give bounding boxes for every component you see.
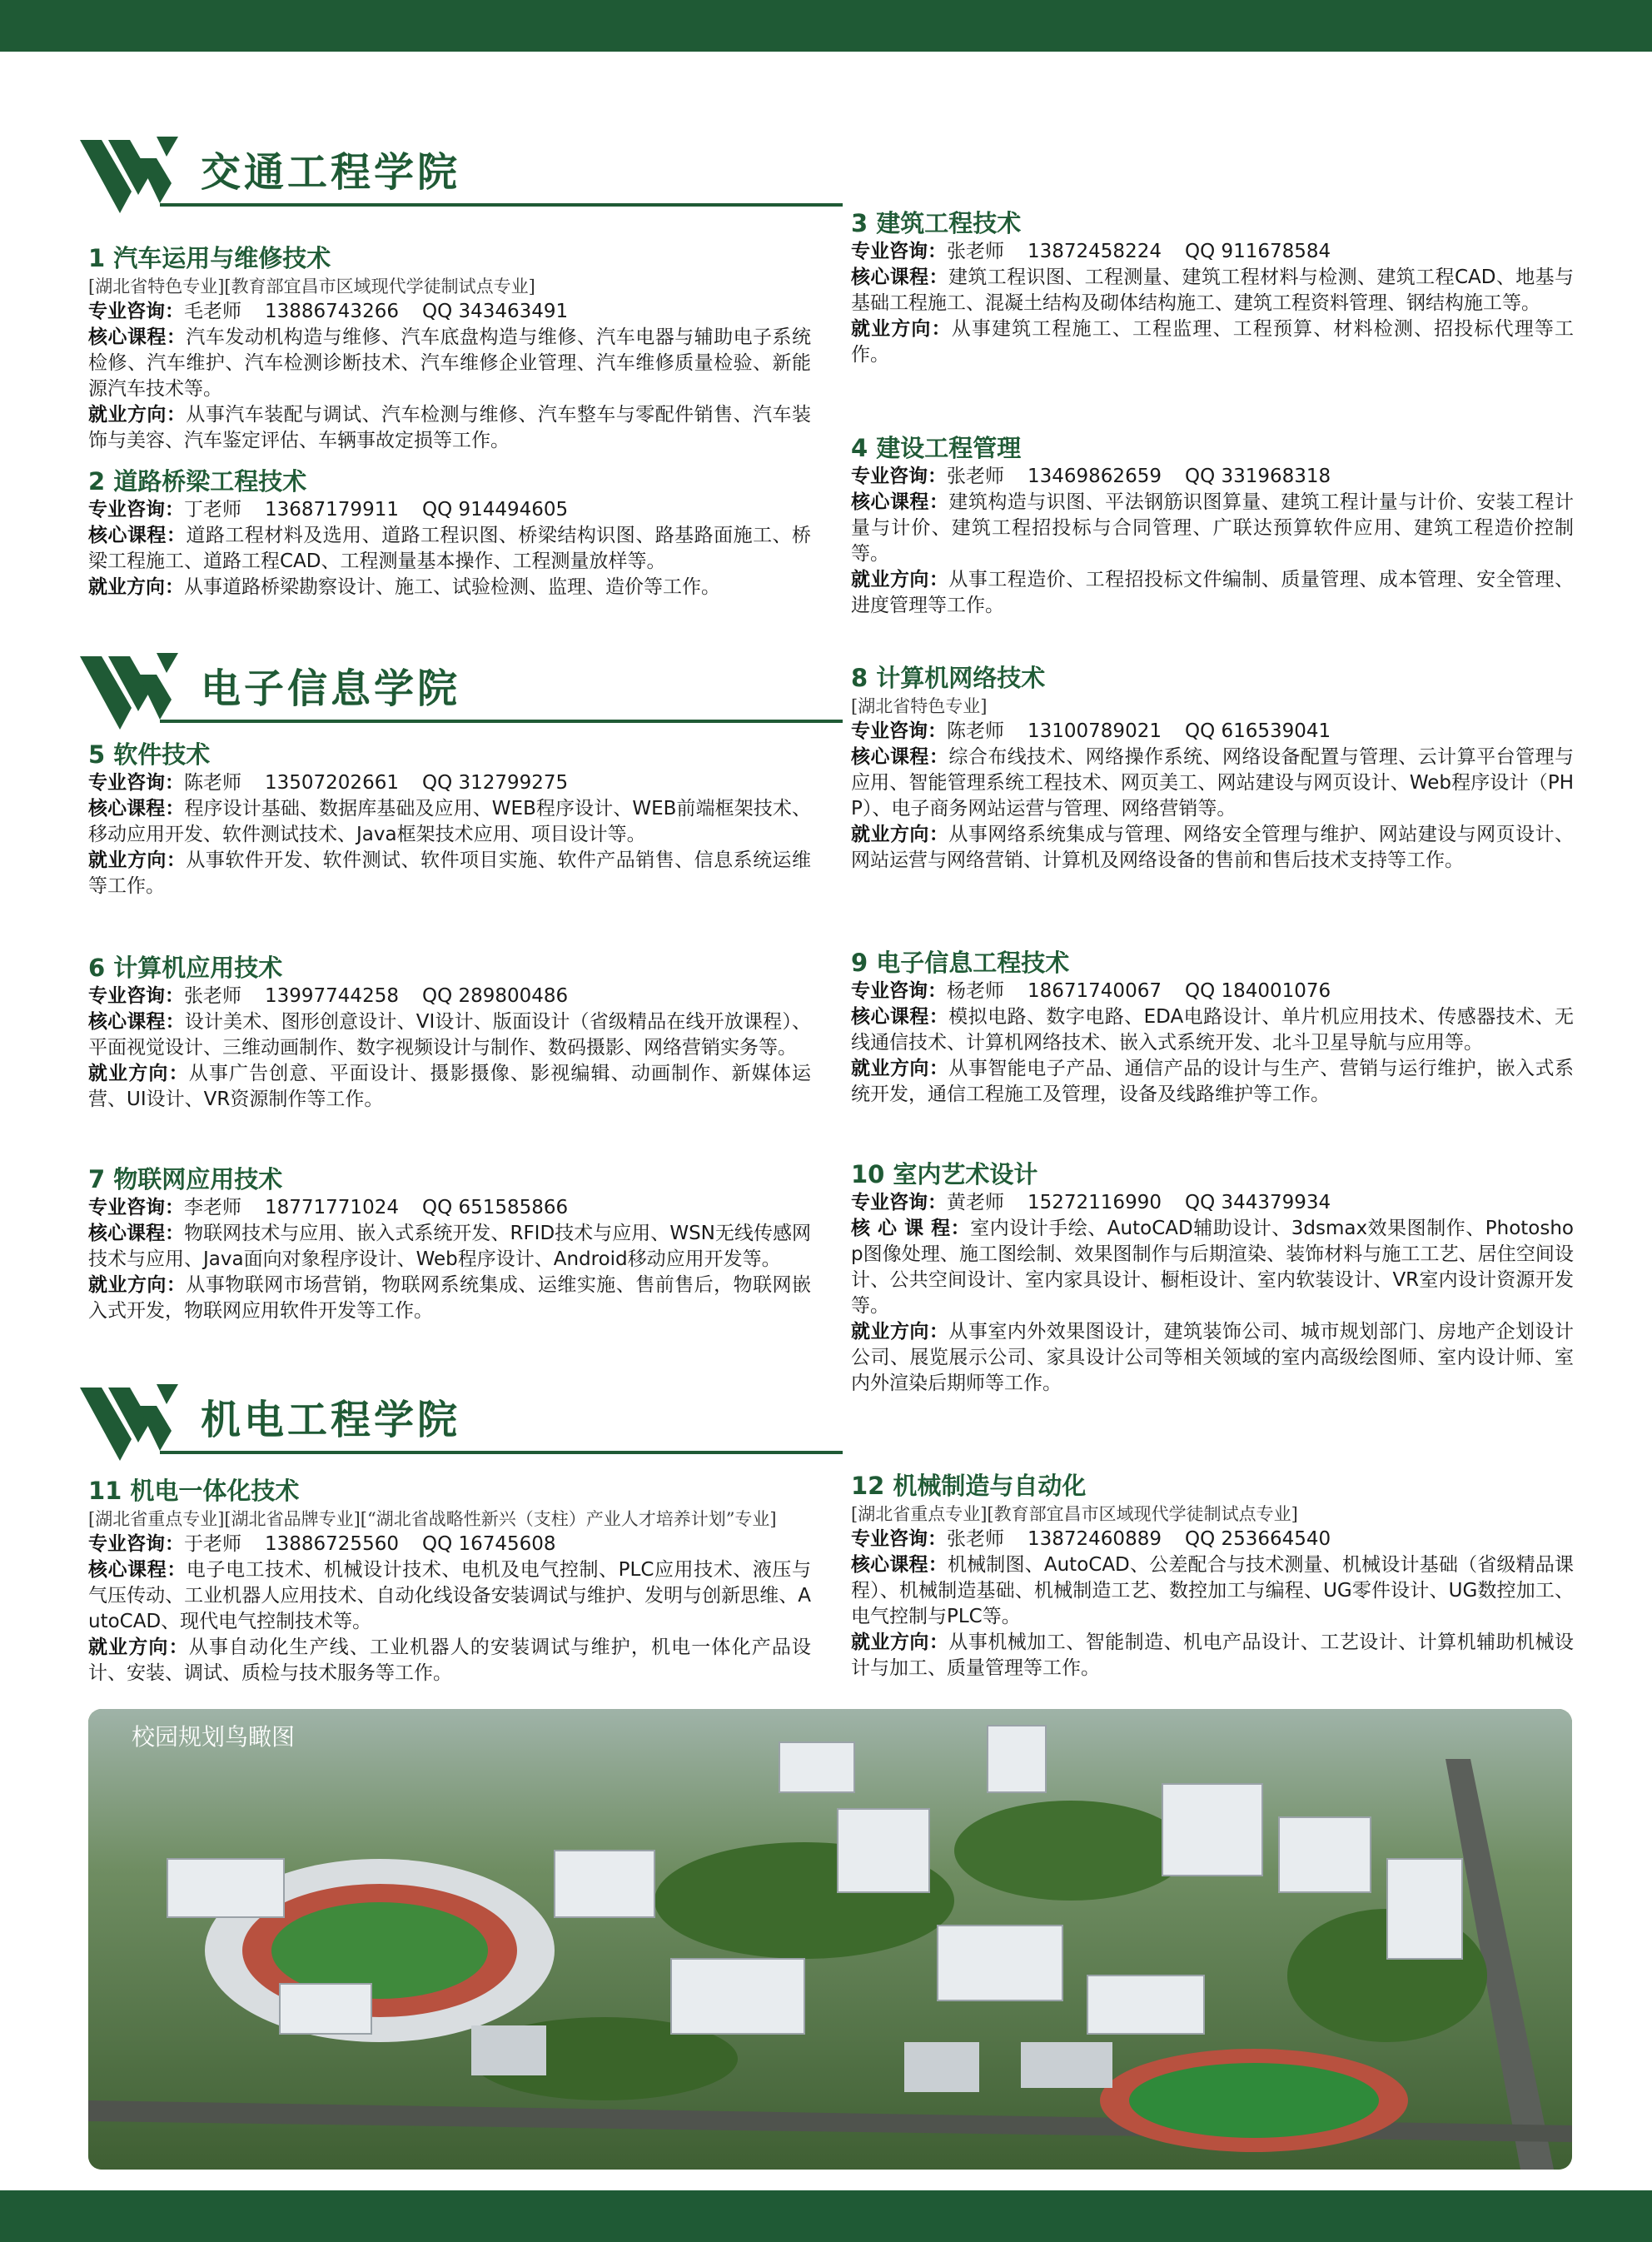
program-name: 机械制造与自动化 (893, 1472, 1087, 1500)
program-8 (851, 663, 1574, 874)
phone: 13872458224 (1028, 241, 1162, 262)
program-tags: [湖北省重点专业][湖北省品牌专业][“湖北省战略性新兴（支柱）产业人才培养计划”专业] (88, 1509, 777, 1529)
phone: 13687179911 (265, 499, 399, 521)
jobs-label: 就业方向： (851, 569, 949, 590)
program-number: 9 (851, 949, 868, 977)
courses-label: 核心课程： (851, 267, 948, 288)
divider (160, 203, 843, 207)
program-name: 室内艺术设计 (893, 1160, 1038, 1188)
program-name: 道路桥梁工程技术 (113, 467, 307, 496)
program-11 (88, 1476, 811, 1686)
courses-label: 核心课程： (851, 746, 949, 768)
program-tags: [湖北省特色专业][教育部宜昌市区域现代学徒制试点专业] (88, 277, 535, 296)
program-courses (851, 1216, 1574, 1319)
program-name: 物联网应用技术 (113, 1165, 283, 1193)
phone: 13100789021 (1028, 720, 1162, 742)
jobs-text: 从事室内外效果图设计，建筑装饰公司、城市规划部门、房地产企划设计公司、展览展示公司、家具设计公司等相关领域的室内高级绘图师、室内设计师、室内外渲染后期师等工作。 (851, 1321, 1575, 1394)
program-title (88, 1476, 811, 1506)
divider (160, 720, 843, 723)
program-courses (88, 1221, 811, 1273)
program-contact (88, 1195, 811, 1221)
courses-label: 核心课程： (88, 1011, 185, 1033)
program-jobs (851, 1319, 1574, 1397)
program-title (851, 208, 1574, 238)
campus-aerial-image (88, 1709, 1572, 2170)
program-courses (88, 1557, 811, 1635)
program-number: 5 (88, 740, 106, 769)
program-contact (851, 1527, 1574, 1552)
courses-text: 程序设计基础、数据库基础及应用、WEB程序设计、WEB前端框架技术、移动应用开发、软件测试技术、Java框架技术应用、项目设计等。 (88, 798, 812, 845)
program-contact (88, 497, 811, 523)
college-header-transport (80, 133, 846, 242)
jobs-text: 从事汽车装配与调试、汽车检测与维修、汽车整车与零配件销售、汽车装饰与美容、汽车鉴定评估、车辆事故定损等工作。 (88, 404, 812, 451)
courses-text: 建筑构造与识图、平法钢筋识图算量、建筑工程计量与计价、安装工程计量与计价、建筑工程招投标与合同管理、广联达预算软件应用、建筑工程造价控制等。 (851, 491, 1575, 565)
jobs-label: 就业方向： (851, 824, 949, 845)
courses-label: 核心课程： (88, 798, 185, 820)
courses-text: 道路工程材料及选用、道路工程识图、桥梁结构识图、路基路面施工、桥梁工程施工、道路工程CAD、工程测量基本操作、工程测量放样等。 (88, 525, 812, 572)
jobs-label: 就业方向： (88, 1274, 187, 1296)
program-number: 4 (851, 434, 868, 462)
jobs-text: 从事自动化生产线、工业机器人的安装调试与维护，机电一体化产品设计、安装、调试、质检与技术服务等工作。 (88, 1637, 812, 1684)
program-jobs (88, 402, 811, 454)
jobs-label: 就业方向： (88, 404, 187, 426)
campus-caption: 校园规划鸟瞰图 (132, 1723, 296, 1751)
jobs-text: 从事物联网市场营销，物联网系统集成、运维实施、售前售后，物联网嵌入式开发，物联网应用软件开发等工作。 (88, 1274, 812, 1322)
teacher: 张老师 (947, 466, 1004, 487)
program-courses (88, 523, 811, 575)
phone: 13886725560 (265, 1533, 399, 1555)
program-courses (88, 796, 811, 848)
program-1 (88, 243, 811, 454)
program-jobs (851, 316, 1574, 368)
jobs-label: 就业方向： (851, 1058, 949, 1079)
program-title (88, 740, 811, 770)
program-title (88, 243, 811, 273)
courses-text: 汽车发动机构造与维修、汽车底盘构造与维修、汽车电器与辅助电子系统检修、汽车维护、汽车检测诊断技术、汽车维修企业管理、汽车维修质量检验、新能源汽车技术等。 (88, 326, 812, 400)
divider (160, 1451, 843, 1454)
courses-label: 核心课程： (88, 326, 187, 348)
courses-text: 建筑工程识图、工程测量、建筑工程材料与检测、建筑工程CAD、地基与基础工程施工、混凝土结构及砌体结构施工、建筑工程资料管理、钢结构施工等。 (851, 267, 1574, 314)
contact-label: 专业咨询： (851, 1528, 947, 1550)
program-courses (851, 745, 1574, 822)
contact-label: 专业咨询： (851, 241, 947, 262)
program-title (851, 1471, 1574, 1501)
jobs-label: 就业方向： (88, 1063, 189, 1084)
program-10 (851, 1159, 1574, 1397)
courses-text: 模拟电路、数字电路、EDA电路设计、单片机应用技术、传感器技术、无线通信技术、计算机网络技术、嵌入式系统开发、北斗卫星导航与应用等。 (851, 1006, 1574, 1054)
program-contact (88, 984, 811, 1009)
program-contact (851, 719, 1574, 745)
program-name: 软件技术 (113, 740, 211, 769)
program-number: 12 (851, 1472, 885, 1500)
program-jobs (851, 1630, 1574, 1682)
courses-text: 综合布线技术、网络操作系统、网络设备配置与管理、云计算平台管理与应用、智能管理系统工程技术、网页美工、网站建设与网页设计、Web程序设计（PHP）、电子商务网站运营与管理、网络营销等。 (851, 746, 1575, 820)
program-7 (88, 1164, 811, 1324)
courses-text: 设计美术、图形创意设计、VI设计、版面设计（省级精品在线开放课程）、平面视觉设计、三维动画制作、数字视频设计与制作、数码摄影、网络营销实务等。 (88, 1011, 811, 1059)
qq: QQ 312799275 (421, 772, 569, 794)
jobs-label: 就业方向： (851, 1632, 949, 1653)
qq: QQ 16745608 (421, 1533, 556, 1555)
contact-label: 专业咨询： (88, 985, 184, 1007)
program-number: 10 (851, 1160, 885, 1188)
contact-label: 专业咨询： (851, 1192, 947, 1213)
program-number: 1 (88, 244, 106, 272)
program-12 (851, 1471, 1574, 1682)
courses-text: 室内设计手绘、AutoCAD辅助设计、3dsmax效果图制作、Photoshop图像处理、施工图绘制、效果图制作与后期渲染、装饰材料与施工工艺、居住空间设计、公共空间设计、室内家具设计、橱柜设计、室内软装设计、VR室内设计资源开发等。 (851, 1218, 1574, 1317)
jobs-label: 就业方向： (88, 576, 184, 598)
program-name: 电子信息工程技术 (876, 949, 1070, 977)
courses-text: 电子电工技术、机械设计技术、电机及电气控制、PLC应用技术、液压与气压传动、工业机器人应用技术、自动化线设备安装调试与维护、发明与创新思维、AutoCAD、现代电气控制技术等。 (88, 1559, 812, 1632)
program-courses (851, 1552, 1574, 1630)
jobs-label: 就业方向： (88, 849, 187, 871)
program-jobs (88, 575, 811, 600)
program-9 (851, 948, 1574, 1108)
jobs-label: 就业方向： (851, 318, 952, 340)
jobs-label: 就业方向： (88, 1637, 189, 1658)
phone: 18771771024 (265, 1197, 399, 1218)
courses-label: 核 心 课 程： (851, 1218, 971, 1239)
phone: 13507202661 (265, 772, 399, 794)
jobs-text: 从事广告创意、平面设计、摄影摄像、影视编辑、动画制作、新媒体运营、UI设计、VR资源制作等工作。 (88, 1063, 812, 1110)
courses-label: 核心课程： (88, 525, 187, 546)
jobs-text: 从事网络系统集成与管理、网络安全管理与维护、网站建设与网页设计、网站运营与网络营销、计算机及网络设备的售前和售后技术支持等工作。 (851, 824, 1575, 871)
phone: 13886743266 (265, 301, 399, 322)
program-6 (88, 953, 811, 1113)
program-contact (88, 1532, 811, 1557)
college-header-mechatronics (80, 1381, 846, 1489)
jobs-text: 从事智能电子产品、通信产品的设计与生产、营销与运行维护，嵌入式系统开发，通信工程施工及管理，设备及线路维护等工作。 (851, 1058, 1575, 1105)
program-title (851, 948, 1574, 978)
program-jobs (851, 1056, 1574, 1108)
program-name: 建筑工程技术 (876, 209, 1022, 237)
program-name: 机电一体化技术 (130, 1477, 300, 1505)
contact-label: 专业咨询： (88, 301, 184, 322)
qq: QQ 344379934 (1184, 1192, 1331, 1213)
program-number: 3 (851, 209, 868, 237)
program-3 (851, 208, 1574, 368)
program-tags: [湖北省特色专业] (851, 696, 988, 716)
phone: 13997744258 (265, 985, 399, 1007)
program-courses (851, 265, 1574, 316)
program-jobs (88, 848, 811, 899)
teacher: 杨老师 (947, 980, 1004, 1002)
program-tags: [湖北省重点专业][教育部宜昌市区域现代学徒制试点专业] (851, 1504, 1298, 1524)
program-title (851, 663, 1574, 693)
teacher: 陈老师 (184, 772, 241, 794)
program-contact (851, 1190, 1574, 1216)
program-jobs (88, 1061, 811, 1113)
qq: QQ 331968318 (1184, 466, 1331, 487)
program-title (88, 953, 811, 983)
courses-label: 核心课程： (851, 491, 949, 513)
program-5 (88, 740, 811, 899)
phone: 13872460889 (1028, 1528, 1162, 1550)
college-title: 交通工程学院 (201, 149, 461, 196)
program-title (88, 1164, 811, 1194)
program-number: 7 (88, 1165, 106, 1193)
program-title (88, 466, 811, 496)
program-jobs (851, 567, 1574, 619)
teacher: 张老师 (947, 1528, 1004, 1550)
teacher: 陈老师 (947, 720, 1004, 742)
qq: QQ 911678584 (1184, 241, 1331, 262)
jobs-text: 从事软件开发、软件测试、软件项目实施、软件产品销售、信息系统运维等工作。 (88, 849, 812, 897)
qq: QQ 184001076 (1184, 980, 1331, 1002)
program-name: 汽车运用与维修技术 (113, 244, 331, 272)
program-2 (88, 466, 811, 600)
program-contact (88, 770, 811, 796)
qq: QQ 651585866 (421, 1197, 569, 1218)
teacher: 丁老师 (184, 499, 241, 521)
teacher: 李老师 (184, 1197, 241, 1218)
contact-label: 专业咨询： (851, 720, 947, 742)
qq: QQ 914494605 (421, 499, 569, 521)
top-band (0, 0, 1652, 52)
program-4 (851, 433, 1574, 619)
program-contact (851, 464, 1574, 490)
program-courses (851, 1004, 1574, 1056)
phone: 15272116990 (1028, 1192, 1162, 1213)
program-name: 计算机应用技术 (113, 954, 283, 982)
qq: QQ 616539041 (1184, 720, 1331, 742)
qq: QQ 253664540 (1184, 1528, 1331, 1550)
bottom-band (0, 2190, 1652, 2242)
program-jobs (851, 822, 1574, 874)
program-number: 11 (88, 1477, 122, 1505)
courses-text: 机械制图、AutoCAD、公差配合与技术测量、机械设计基础（省级精品课程）、机械制造基础、机械制造工艺、数控加工与编程、UG零件设计、UG数控加工、电气控制与PLC等。 (851, 1554, 1575, 1627)
courses-text: 物联网技术与应用、嵌入式系统开发、RFID技术与应用、WSN无线传感网技术与应用、Java面向对象程序设计、Web程序设计、Android移动应用开发等。 (88, 1223, 811, 1270)
contact-label: 专业咨询： (851, 980, 947, 1002)
contact-label: 专业咨询： (88, 1533, 184, 1555)
program-title (851, 1159, 1574, 1189)
program-jobs (88, 1273, 811, 1324)
contact-label: 专业咨询： (88, 1197, 184, 1218)
teacher: 张老师 (947, 241, 1004, 262)
program-contact (88, 299, 811, 325)
college-title: 电子信息学院 (201, 665, 461, 712)
jobs-text: 从事道路桥梁勘察设计、施工、试验检测、监理、造价等工作。 (184, 576, 720, 598)
program-contact (851, 239, 1574, 265)
program-name: 建设工程管理 (876, 434, 1022, 462)
contact-label: 专业咨询： (88, 772, 184, 794)
jobs-text: 从事机械加工、智能制造、机电产品设计、工艺设计、计算机辅助机械设计与加工、质量管理等工作。 (851, 1632, 1575, 1679)
teacher: 张老师 (184, 985, 241, 1007)
courses-label: 核心课程： (88, 1559, 187, 1581)
courses-label: 核心课程： (851, 1006, 949, 1028)
qq: QQ 343463491 (421, 301, 569, 322)
program-courses (88, 1009, 811, 1061)
teacher: 黄老师 (947, 1192, 1004, 1213)
phone: 13469862659 (1028, 466, 1162, 487)
program-number: 6 (88, 954, 106, 982)
qq: QQ 289800486 (421, 985, 569, 1007)
contact-label: 专业咨询： (88, 499, 184, 521)
program-number: 2 (88, 467, 106, 496)
program-courses (851, 490, 1574, 567)
jobs-text: 从事工程造价、工程招投标文件编制、质量管理、成本管理、安全管理、进度管理等工作。 (851, 569, 1575, 616)
college-title: 机电工程学院 (201, 1397, 461, 1443)
teacher: 于老师 (184, 1533, 241, 1555)
program-number: 8 (851, 664, 868, 692)
program-title (851, 433, 1574, 463)
program-courses (88, 325, 811, 402)
phone: 18671740067 (1028, 980, 1162, 1002)
courses-label: 核心课程： (88, 1223, 185, 1244)
program-name: 计算机网络技术 (876, 664, 1046, 692)
campus-illustration (88, 1709, 1572, 2170)
jobs-label: 就业方向： (851, 1321, 949, 1343)
jobs-text: 从事建筑工程施工、工程监理、工程预算、材料检测、招投标代理等工作。 (851, 318, 1575, 366)
contact-label: 专业咨询： (851, 466, 947, 487)
program-jobs (88, 1635, 811, 1686)
courses-label: 核心课程： (851, 1554, 948, 1576)
teacher: 毛老师 (184, 301, 241, 322)
program-contact (851, 979, 1574, 1004)
